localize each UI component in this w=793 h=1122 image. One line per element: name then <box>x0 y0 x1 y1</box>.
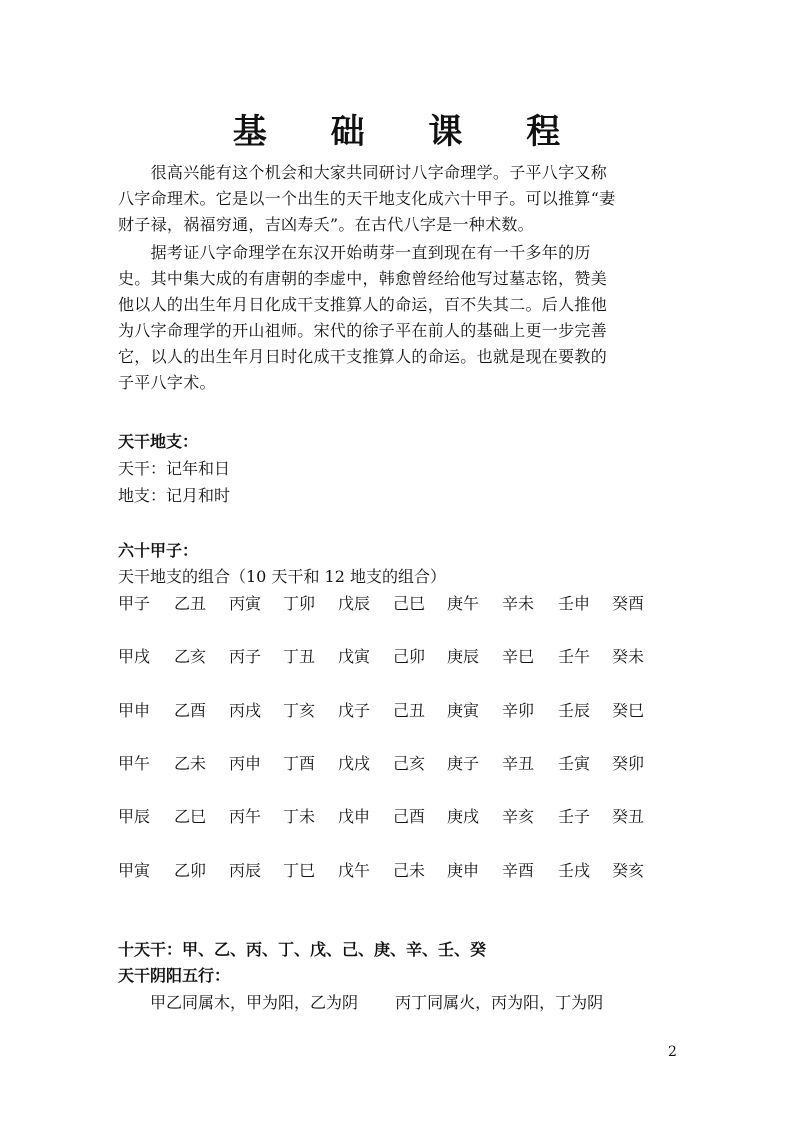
shi-tiangan-line: 十天干：甲、乙、丙、丁、戊、己、庚、辛、壬、癸 <box>118 940 487 959</box>
jiazi-cell: 丁未 <box>283 807 316 826</box>
yinyang-heading: 天干阴阳五行： <box>118 966 231 985</box>
jiazi-cell: 己亥 <box>393 754 426 773</box>
jiazi-cell: 己未 <box>393 861 426 880</box>
jiazi-cell: 丙子 <box>229 647 262 666</box>
jiazi-cell: 戊辰 <box>338 594 371 613</box>
jiazi-cell: 辛卯 <box>502 701 535 720</box>
paragraph-line: 为八字命理学的开山祖师。宋代的徐子平在前人的基础上更一步完善 <box>118 321 608 340</box>
jiazi-cell: 戊寅 <box>338 647 371 666</box>
jiazi-cell: 辛巳 <box>502 647 535 666</box>
jiazi-cell: 丙寅 <box>229 594 262 613</box>
jiazi-cell: 己卯 <box>393 647 426 666</box>
jiazi-cell: 壬戌 <box>558 861 591 880</box>
paragraph-line: 史。其中集大成的有唐朝的李虚中，韩愈曾经给他写过墓志铭，赞美 <box>118 269 608 288</box>
jiazi-cell: 癸巳 <box>612 701 645 720</box>
tiangan-dizhi-heading: 天干地支： <box>118 432 199 451</box>
jiazi-cell: 辛未 <box>502 594 535 613</box>
jiazi-cell: 己酉 <box>393 807 426 826</box>
jiazi-cell: 甲午 <box>118 754 151 773</box>
jiazi-row <box>118 858 678 880</box>
jiazi-cell: 丁酉 <box>283 754 316 773</box>
paragraph-line: 据考证八字命理学在东汉开始萌芽一直到现在有一千多年的历 <box>118 243 591 262</box>
jiazi-row <box>118 644 678 666</box>
liushi-jiazi-heading: 六十甲子： <box>118 541 199 560</box>
jiazi-cell: 戊午 <box>338 861 371 880</box>
dizhi-definition: 地支：记月和时 <box>118 486 231 505</box>
jiazi-cell: 乙丑 <box>174 594 207 613</box>
yinyang-line: 甲乙同属木，甲为阳，乙为阴 丙丁同属火，丙为阳，丁为阴 <box>118 993 604 1012</box>
jiazi-cell: 戊子 <box>338 701 371 720</box>
jiazi-cell: 壬子 <box>558 807 591 826</box>
jiazi-cell: 丁巳 <box>283 861 316 880</box>
jiazi-cell: 辛亥 <box>502 807 535 826</box>
jiazi-cell: 丙申 <box>229 754 262 773</box>
jiazi-cell: 壬寅 <box>558 754 591 773</box>
jiazi-cell: 戊戌 <box>338 754 371 773</box>
paragraph-line: 很高兴能有这个机会和大家共同研讨八字命理学。子平八字又称 <box>118 163 608 182</box>
jiazi-cell: 甲戌 <box>118 647 151 666</box>
paragraph-line: 他以人的出生年月日化成干支推算人的命运，百不失其二。后人推他 <box>118 295 608 314</box>
jiazi-cell: 丁卯 <box>283 594 316 613</box>
jiazi-cell: 癸丑 <box>612 807 645 826</box>
jiazi-cell: 甲申 <box>118 701 151 720</box>
jiazi-cell: 丁丑 <box>283 647 316 666</box>
jiazi-cell: 癸亥 <box>612 861 645 880</box>
jiazi-row <box>118 751 678 773</box>
paragraph-line: 八字命理术。它是以一个出生的天干地支化成六十甲子。可以推算“妻 <box>118 189 616 208</box>
jiazi-cell: 辛丑 <box>502 754 535 773</box>
liushi-jiazi-description: 天干地支的组合（10 天干和 12 地支的组合） <box>118 567 446 586</box>
jiazi-cell: 乙卯 <box>174 861 207 880</box>
paragraph-line: 财子禄，祸福穷通，吉凶寿夭”。在古代八字是一种术数。 <box>118 215 534 234</box>
paragraph-line: 子平八字术。 <box>118 373 216 392</box>
jiazi-cell: 丙戌 <box>229 701 262 720</box>
jiazi-cell: 庚申 <box>447 861 480 880</box>
jiazi-cell: 庚寅 <box>447 701 480 720</box>
jiazi-cell: 辛酉 <box>502 861 535 880</box>
paragraph-line: 它，以人的出生年月日时化成干支推算人的命运。也就是现在要教的 <box>118 347 608 366</box>
jiazi-cell: 乙巳 <box>174 807 207 826</box>
page-title: 基 础 课 程 <box>232 112 587 152</box>
jiazi-cell: 庚子 <box>447 754 480 773</box>
jiazi-cell: 壬午 <box>558 647 591 666</box>
jiazi-cell: 癸卯 <box>612 754 645 773</box>
jiazi-cell: 乙亥 <box>174 647 207 666</box>
jiazi-cell: 甲子 <box>118 594 151 613</box>
page-number: 2 <box>668 1044 677 1060</box>
jiazi-cell: 庚辰 <box>447 647 480 666</box>
jiazi-cell: 甲寅 <box>118 861 151 880</box>
jiazi-cell: 乙酉 <box>174 701 207 720</box>
jiazi-row <box>118 591 678 613</box>
jiazi-cell: 丙辰 <box>229 861 262 880</box>
jiazi-cell: 己丑 <box>393 701 426 720</box>
jiazi-row <box>118 804 678 826</box>
jiazi-cell: 庚戌 <box>447 807 480 826</box>
jiazi-cell: 庚午 <box>447 594 480 613</box>
jiazi-cell: 甲辰 <box>118 807 151 826</box>
jiazi-cell: 乙未 <box>174 754 207 773</box>
jiazi-cell: 丙午 <box>229 807 262 826</box>
history-paragraph <box>118 240 674 396</box>
jiazi-cell: 丁亥 <box>283 701 316 720</box>
jiazi-cell: 壬辰 <box>558 701 591 720</box>
jiazi-row <box>118 698 678 720</box>
jiazi-cell: 戊申 <box>338 807 371 826</box>
jiazi-cell: 壬申 <box>558 594 591 613</box>
intro-paragraph <box>118 160 674 238</box>
tiangan-definition: 天干：记年和日 <box>118 459 231 478</box>
jiazi-cell: 己巳 <box>393 594 426 613</box>
jiazi-cell: 癸酉 <box>612 594 645 613</box>
jiazi-cell: 癸未 <box>612 647 645 666</box>
